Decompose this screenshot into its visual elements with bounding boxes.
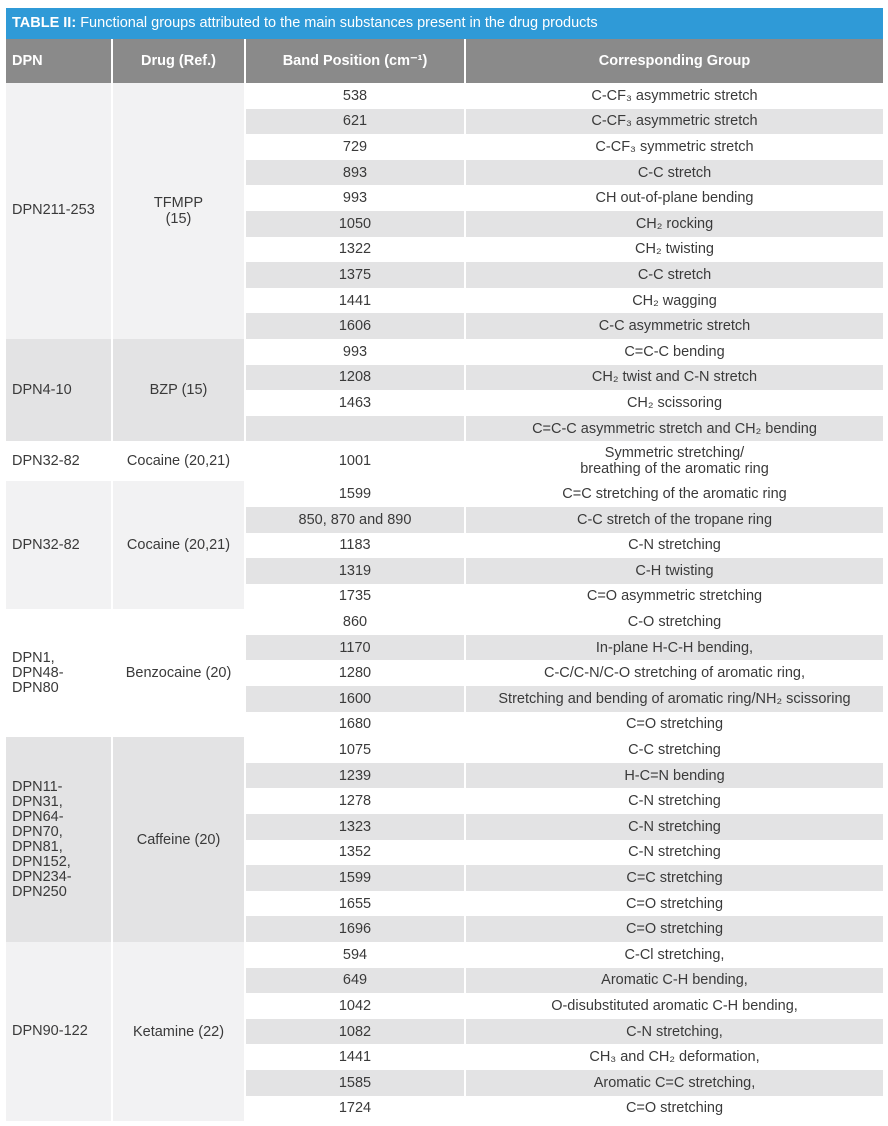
- drug-cell: Caffeine (20): [112, 737, 245, 942]
- drug-cell: TFMPP (15): [112, 83, 245, 339]
- corresponding-group-cell: C-CF₃ asymmetric stretch: [465, 83, 883, 109]
- table-title-text: Functional groups attributed to the main substances present in the drug products: [80, 15, 598, 31]
- band-position-cell: 1208: [245, 365, 465, 391]
- drug-cell: Benzocaine (20): [112, 609, 245, 737]
- drug-cell: Cocaine (20,21): [112, 481, 245, 609]
- corresponding-group-cell: C=C stretching of the aromatic ring: [465, 481, 883, 507]
- corresponding-group-cell: C=O asymmetric stretching: [465, 584, 883, 610]
- table-row: [6, 441, 883, 481]
- dpn-cell: DPN11- DPN31, DPN64- DPN70, DPN81, DPN152, DPN234- DPN250: [6, 737, 112, 942]
- header-drug: Drug (Ref.): [112, 39, 245, 83]
- band-position-cell: 1183: [245, 533, 465, 559]
- table-row: [6, 942, 883, 968]
- band-position-cell: 1278: [245, 788, 465, 814]
- dpn-cell: DPN32-82: [6, 481, 112, 609]
- band-position-cell: 1600: [245, 686, 465, 712]
- corresponding-group-cell: C-C stretch: [465, 262, 883, 288]
- corresponding-group-cell: Stretching and bending of aromatic ring/NH₂ scissoring: [465, 686, 883, 712]
- band-position-cell: 1352: [245, 840, 465, 866]
- table-row: [6, 83, 883, 109]
- header-dpn: DPN: [6, 39, 112, 83]
- band-position-cell: 1322: [245, 237, 465, 263]
- corresponding-group-cell: C-Cl stretching,: [465, 942, 883, 968]
- band-position-cell: 1375: [245, 262, 465, 288]
- corresponding-group-cell: Aromatic C=C stretching,: [465, 1070, 883, 1096]
- corresponding-group-cell: H-C=N bending: [465, 763, 883, 789]
- corresponding-group-cell: C=C-C asymmetric stretch and CH₂ bending: [465, 416, 883, 442]
- corresponding-group-cell: C-CF₃ symmetric stretch: [465, 134, 883, 160]
- corresponding-group-cell: CH₂ wagging: [465, 288, 883, 314]
- table-row: [6, 737, 883, 763]
- dpn-cell: DPN211-253: [6, 83, 112, 339]
- header-band: Band Position (cm⁻¹): [245, 39, 465, 83]
- band-position-cell: 538: [245, 83, 465, 109]
- band-position-cell: 1441: [245, 288, 465, 314]
- drug-cell: Ketamine (22): [112, 942, 245, 1121]
- table-row: [6, 609, 883, 635]
- band-position-cell: 1585: [245, 1070, 465, 1096]
- header-row: [6, 39, 883, 83]
- band-position-cell: 1655: [245, 891, 465, 917]
- corresponding-group-cell: C=O stretching: [465, 1096, 883, 1122]
- band-position-cell: 594: [245, 942, 465, 968]
- band-position-cell: 621: [245, 109, 465, 135]
- corresponding-group-cell: C-C asymmetric stretch: [465, 313, 883, 339]
- band-position-cell: 649: [245, 968, 465, 994]
- band-position-cell: 1606: [245, 313, 465, 339]
- band-position-cell: 1441: [245, 1044, 465, 1070]
- table-title-label: TABLE II:: [12, 15, 77, 31]
- corresponding-group-cell: CH₂ rocking: [465, 211, 883, 237]
- band-position-cell: 1319: [245, 558, 465, 584]
- band-position-cell: 1680: [245, 712, 465, 738]
- corresponding-group-cell: C-C stretching: [465, 737, 883, 763]
- corresponding-group-cell: C=O stretching: [465, 916, 883, 942]
- corresponding-group-cell: C=C stretching: [465, 865, 883, 891]
- corresponding-group-cell: C-N stretching,: [465, 1019, 883, 1045]
- dpn-cell: DPN1, DPN48- DPN80: [6, 609, 112, 737]
- table-row: [6, 339, 883, 365]
- corresponding-group-cell: Symmetric stretching/ breathing of the aromatic ring: [465, 441, 883, 481]
- band-position-cell: 1735: [245, 584, 465, 610]
- corresponding-group-cell: C-C stretch of the tropane ring: [465, 507, 883, 533]
- band-position-cell: 1239: [245, 763, 465, 789]
- band-position-cell: [245, 416, 465, 442]
- band-position-cell: 993: [245, 185, 465, 211]
- corresponding-group-cell: C=C-C bending: [465, 339, 883, 365]
- table-container: [6, 8, 883, 1121]
- band-position-cell: 1050: [245, 211, 465, 237]
- band-position-cell: 1463: [245, 390, 465, 416]
- corresponding-group-cell: C-H twisting: [465, 558, 883, 584]
- corresponding-group-cell: C-CF₃ asymmetric stretch: [465, 109, 883, 135]
- band-position-cell: 1724: [245, 1096, 465, 1122]
- dpn-cell: DPN32-82: [6, 441, 112, 481]
- band-position-cell: 1280: [245, 660, 465, 686]
- band-position-cell: 893: [245, 160, 465, 186]
- corresponding-group-cell: CH₃ and CH₂ deformation,: [465, 1044, 883, 1070]
- band-position-cell: 1082: [245, 1019, 465, 1045]
- corresponding-group-cell: CH₂ scissoring: [465, 390, 883, 416]
- corresponding-group-cell: In-plane H-C-H bending,: [465, 635, 883, 661]
- band-position-cell: 1696: [245, 916, 465, 942]
- corresponding-group-cell: C-C/C-N/C-O stretching of aromatic ring,: [465, 660, 883, 686]
- band-position-cell: 1001: [245, 441, 465, 481]
- corresponding-group-cell: CH₂ twist and C-N stretch: [465, 365, 883, 391]
- band-position-cell: 729: [245, 134, 465, 160]
- band-position-cell: 1599: [245, 481, 465, 507]
- band-position-cell: 860: [245, 609, 465, 635]
- band-position-cell: 1170: [245, 635, 465, 661]
- band-position-cell: 1075: [245, 737, 465, 763]
- table-row: [6, 481, 883, 507]
- band-position-cell: 850, 870 and 890: [245, 507, 465, 533]
- corresponding-group-cell: C-N stretching: [465, 814, 883, 840]
- corresponding-group-cell: C=O stretching: [465, 891, 883, 917]
- drug-cell: Cocaine (20,21): [112, 441, 245, 481]
- table-body: [6, 83, 883, 1121]
- corresponding-group-cell: C-C stretch: [465, 160, 883, 186]
- corresponding-group-cell: O-disubstituted aromatic C-H bending,: [465, 993, 883, 1019]
- corresponding-group-cell: CH₂ twisting: [465, 237, 883, 263]
- corresponding-group-cell: C-N stretching: [465, 840, 883, 866]
- band-position-cell: 1599: [245, 865, 465, 891]
- band-position-cell: 993: [245, 339, 465, 365]
- functional-groups-table: [6, 39, 883, 1121]
- corresponding-group-cell: C-O stretching: [465, 609, 883, 635]
- band-position-cell: 1323: [245, 814, 465, 840]
- drug-cell: BZP (15): [112, 339, 245, 441]
- corresponding-group-cell: Aromatic C-H bending,: [465, 968, 883, 994]
- corresponding-group-cell: C=O stretching: [465, 712, 883, 738]
- dpn-cell: DPN90-122: [6, 942, 112, 1121]
- table-title: [6, 8, 883, 39]
- dpn-cell: DPN4-10: [6, 339, 112, 441]
- header-group: Corresponding Group: [465, 39, 883, 83]
- corresponding-group-cell: C-N stretching: [465, 533, 883, 559]
- corresponding-group-cell: C-N stretching: [465, 788, 883, 814]
- corresponding-group-cell: CH out-of-plane bending: [465, 185, 883, 211]
- band-position-cell: 1042: [245, 993, 465, 1019]
